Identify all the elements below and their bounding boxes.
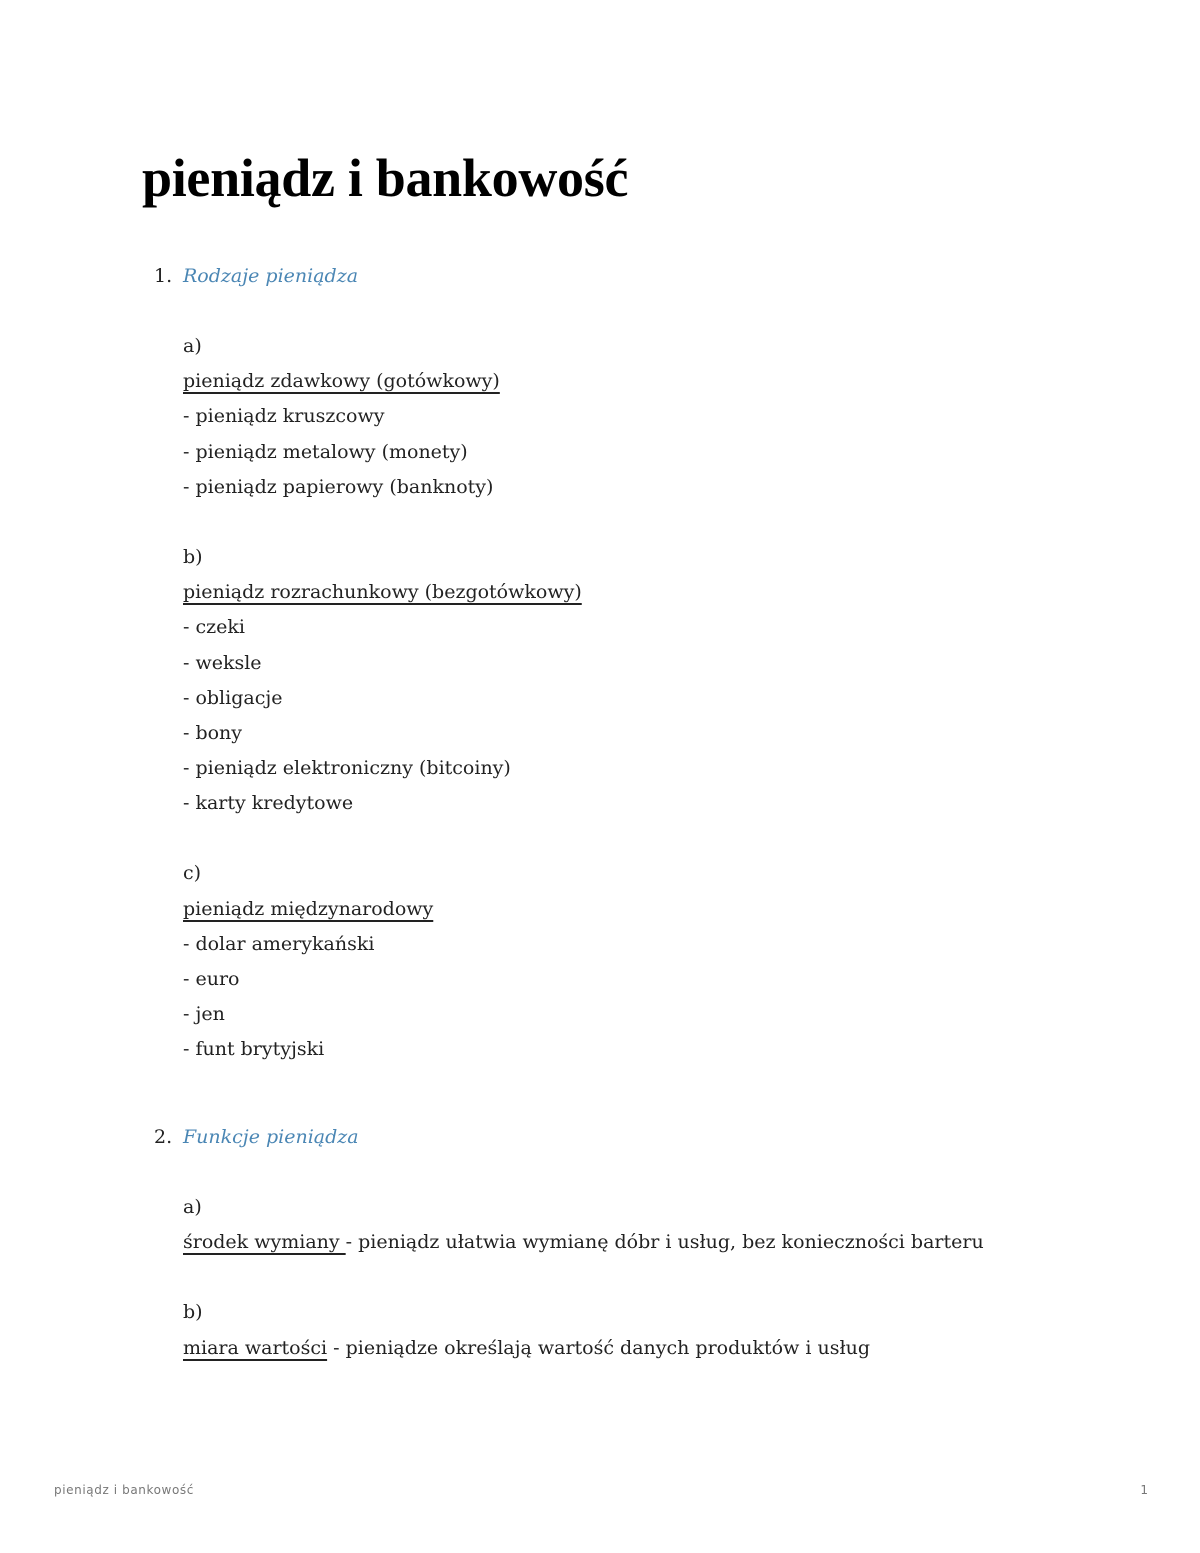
- section-title: Funkcje pieniądza: [183, 1126, 359, 1148]
- group-term: pieniądz rozrachunkowy (bezgotówkowy): [183, 581, 582, 604]
- list-item: - bony: [183, 721, 243, 744]
- group-a: [183, 1190, 1154, 1260]
- group-term-line: [183, 892, 1154, 927]
- group-c: [183, 856, 1154, 1067]
- group-letter: b): [183, 545, 203, 568]
- list-item: - pieniądz kruszcowy: [183, 405, 385, 428]
- group-a: [183, 329, 1154, 505]
- list-item: - pieniądz papierowy (banknoty): [183, 475, 494, 498]
- list-item: - funt brytyjski: [183, 1038, 325, 1061]
- group-letter: a): [183, 335, 202, 357]
- section-functions-of-money: [154, 1120, 1154, 1366]
- list-item: - pieniądz metalowy (monety): [183, 440, 468, 463]
- group-letter: b): [183, 1301, 203, 1324]
- section-heading: [154, 259, 1154, 294]
- group-term: środek wymiany: [183, 1231, 346, 1254]
- group-b: [183, 540, 1154, 822]
- list-item: - obligacje: [183, 686, 283, 709]
- list-item: - euro: [183, 968, 240, 990]
- group-description: - pieniądz ułatwia wymianę dóbr i usług, bez konieczności barteru: [345, 1231, 984, 1254]
- group-description: - pieniądze określają wartość danych produktów i usług: [327, 1336, 871, 1359]
- group-term-line: [183, 575, 1154, 610]
- section-title: Rodzaje pieniądza: [183, 265, 359, 287]
- group-term-line: [183, 1225, 1154, 1260]
- group-letter: a): [183, 1196, 202, 1218]
- group-term-line: [183, 364, 1154, 399]
- footer-page-number: 1: [1140, 1483, 1148, 1497]
- list-item: - czeki: [183, 616, 245, 639]
- list-item: - weksle: [183, 651, 262, 674]
- footer-document-title: pieniądz i bankowość: [54, 1483, 194, 1497]
- section-number: 1.: [154, 265, 173, 287]
- list-item: - karty kredytowe: [183, 792, 354, 815]
- section-number: 2.: [154, 1126, 173, 1148]
- group-term: pieniądz międzynarodowy: [183, 897, 434, 920]
- group-letter: c): [183, 862, 202, 885]
- group-term-line: [183, 1331, 1154, 1366]
- section-types-of-money: [154, 259, 1154, 1068]
- group-b: [183, 1295, 1154, 1365]
- list-item: - dolar amerykański: [183, 932, 375, 955]
- group-term: miara wartości: [183, 1336, 328, 1359]
- sublist: [183, 1190, 1154, 1366]
- group-term: pieniądz zdawkowy (gotówkowy): [183, 370, 500, 393]
- list-item: - jen: [183, 1003, 225, 1026]
- section-heading: [154, 1120, 1154, 1155]
- page-title: pieniądz i bankowość: [142, 148, 629, 208]
- list-item: - pieniądz elektroniczny (bitcoiny): [183, 757, 511, 780]
- sublist: [183, 329, 1154, 1068]
